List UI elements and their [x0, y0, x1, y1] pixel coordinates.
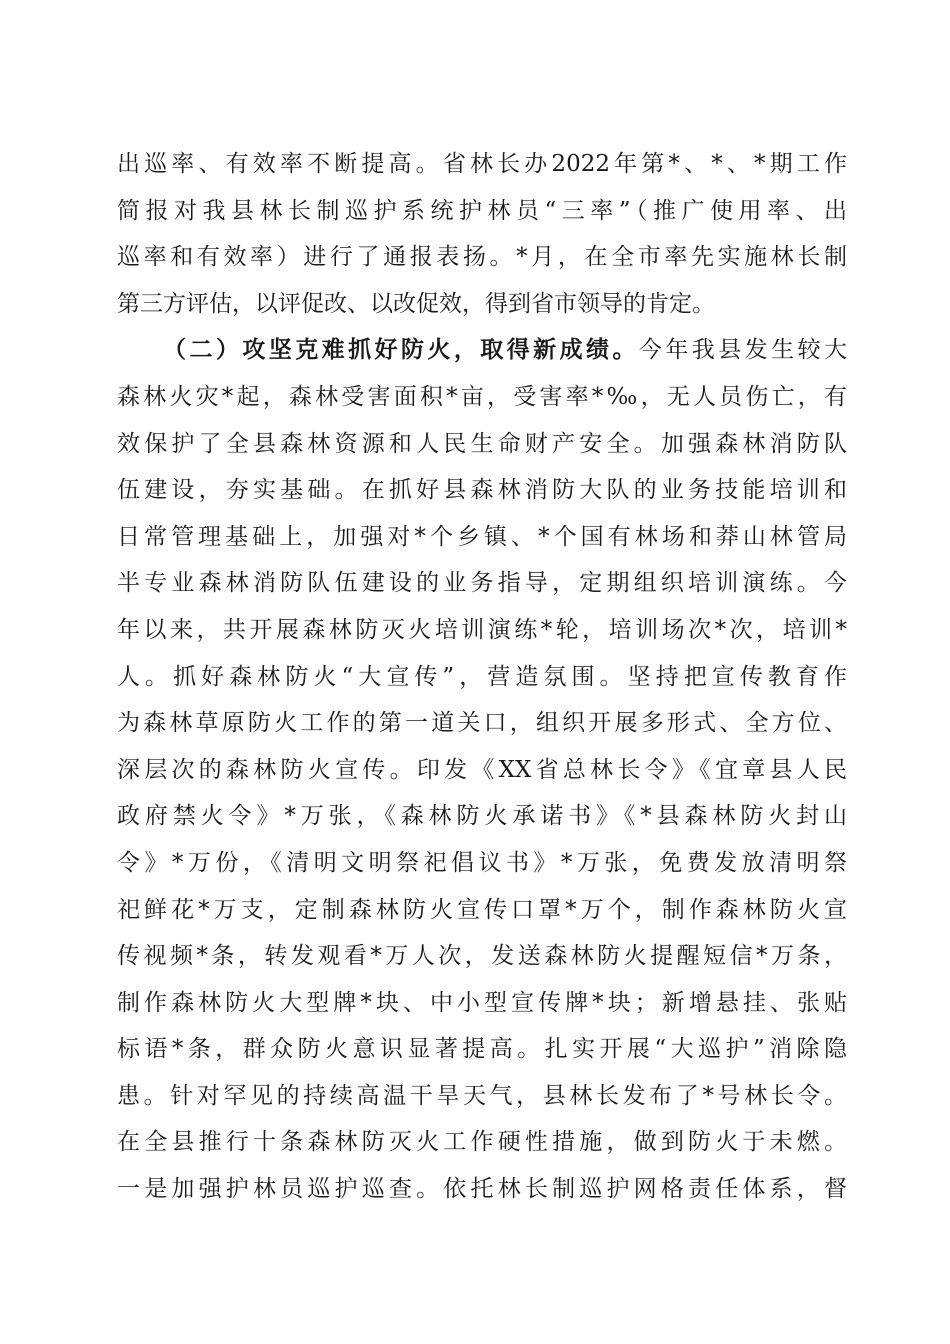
- paragraph-2-line-4: 伍建设，夯实基础。在抓好县森林消防大队的业务技能培训和: [117, 477, 847, 504]
- paragraph-2-line-10: 深层次的森林防火宣传。印发《XX省总林长令》《宜章县人民: [117, 756, 847, 783]
- document-body: [117, 141, 847, 1213]
- paragraph-2-line-5: 日常管理基础上，加强对*个乡镇、*个国有林场和莽山林管局: [117, 523, 847, 550]
- paragraph-2-line-1-rest: 今年我县发生较大: [638, 337, 848, 364]
- paragraph-1-line-2: 简报对我县林长制巡护系统护林员“三率”（推广使用率、出: [117, 197, 847, 224]
- paragraph-2-line-16: 标语*条，群众防火意识显著提高。扎实开展“大巡护”消除隐: [117, 1036, 847, 1063]
- paragraph-2-line-14: 传视频*条，转发观看*万人次，发送森林防火提醒短信*万条，: [117, 943, 848, 970]
- paragraph-2-line-15: 制作森林防火大型牌*块、中小型宣传牌*块；新增悬挂、张贴: [117, 989, 847, 1016]
- paragraph-1-line-4: 第三方评估，以评促改、以改促效，得到省市领导的肯定。: [117, 290, 715, 317]
- section-heading: （二）攻坚克难抓好防火，取得新成绩。: [163, 336, 639, 364]
- paragraph-2-line-2: 森林火灾*起，森林受害面积*亩，受害率*‰，无人员伤亡，有: [117, 383, 847, 410]
- paragraph-2-line-8: 人。抓好森林防火“大宣传”，营造氛围。坚持把宣传教育作: [117, 663, 847, 690]
- paragraph-2-line-7: 年以来，共开展森林防灭火培训演练*轮，培训场次*次，培训*: [117, 616, 847, 643]
- paragraph-2-line-18: 在全县推行十条森林防灭火工作硬性措施，做到防火于未燃。: [117, 1129, 847, 1156]
- paragraph-2-line-12: 令》*万份，《清明文明祭祀倡议书》*万张，免费发放清明祭: [117, 849, 847, 876]
- paragraph-2-line-1: [117, 327, 847, 374]
- paragraph-2-line-19: 一是加强护林员巡护巡查。依托林长制巡护网格责任体系，督: [117, 1176, 847, 1203]
- paragraph-1-line-3: 巡率和有效率）进行了通报表扬。*月，在全市率先实施林长制: [117, 244, 847, 271]
- paragraph-2-line-17: 患。针对罕见的持续高温干旱天气，县林长发布了*号林长令。: [117, 1082, 847, 1109]
- paragraph-2-line-11: 政府禁火令》*万张，《森林防火承诺书》《*县森林防火封山: [117, 803, 847, 830]
- paragraph-2-line-3: 效保护了全县森林资源和人民生命财产安全。加强森林消防队: [117, 430, 847, 457]
- paragraph-2-line-6: 半专业森林消防队伍建设的业务指导，定期组织培训演练。今: [117, 570, 847, 597]
- paragraph-2-line-13: 祀鲜花*万支，定制森林防火宣传口罩*万个，制作森林防火宣: [117, 896, 847, 923]
- paragraph-2-line-9: 为森林草原防火工作的第一道关口，组织开展多形式、全方位、: [117, 710, 847, 737]
- paragraph-1-line-1: 出巡率、有效率不断提高。省林长办2022年第*、*、*期工作: [117, 151, 847, 177]
